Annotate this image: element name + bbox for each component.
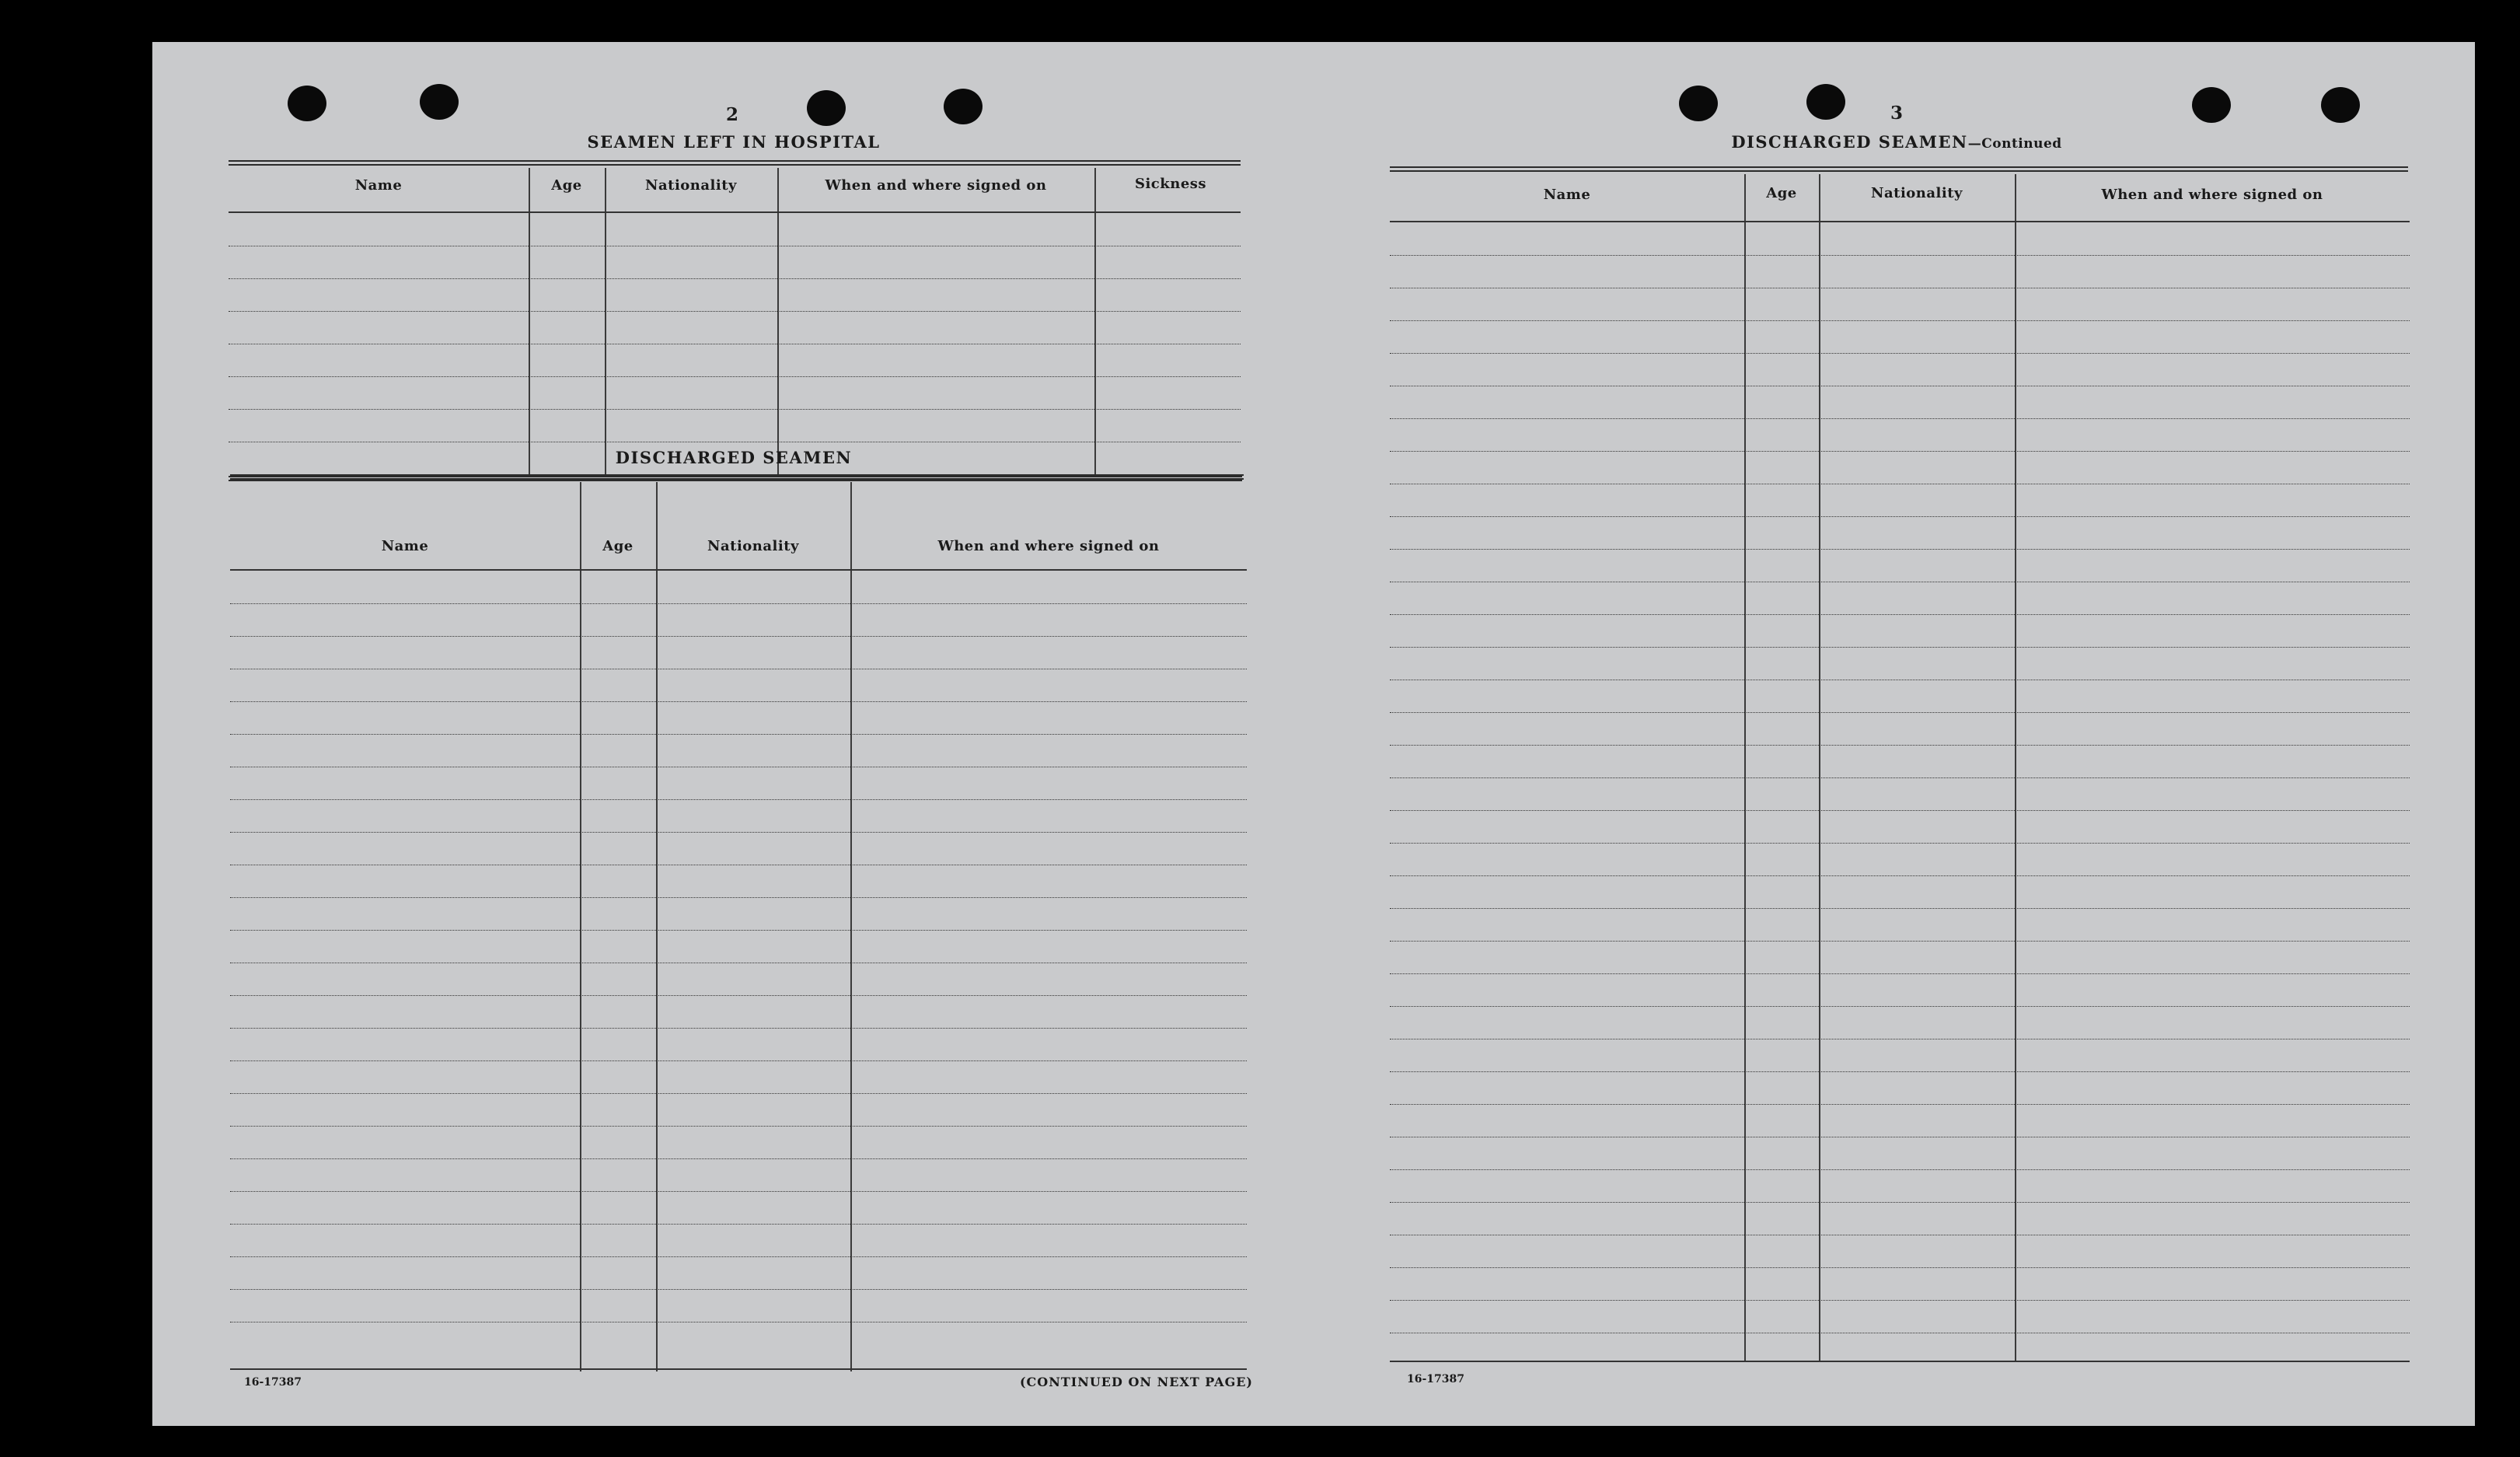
- table-row: [230, 1093, 1247, 1094]
- table-row: [230, 1028, 1247, 1029]
- header-rule: [230, 569, 1247, 571]
- table-row: [230, 1126, 1247, 1127]
- table-row: [230, 1224, 1247, 1225]
- table-row: [230, 1158, 1247, 1159]
- table-row: [229, 409, 1241, 410]
- col-header-sickness: Sickness: [1134, 176, 1207, 192]
- table-row: [1390, 810, 2410, 811]
- col-header-nationality: Nationality: [645, 177, 737, 194]
- table-row: [230, 636, 1247, 637]
- table-row: [230, 1191, 1247, 1192]
- table-row: [1390, 908, 2410, 909]
- table-row: [230, 1289, 1247, 1290]
- col-header-signed-on: When and where signed on: [2101, 187, 2323, 203]
- hospital-title-rule: [229, 160, 1241, 166]
- col-header-signed-on: When and where signed on: [825, 177, 1047, 194]
- table-row: [1390, 353, 2410, 354]
- table-row: [1390, 777, 2410, 778]
- table-row: [1390, 941, 2410, 942]
- table-row: [1390, 320, 2410, 321]
- col-header-age: Age: [602, 538, 633, 554]
- table-row: [1390, 1202, 2410, 1203]
- table-bottom-rule: [230, 1368, 1247, 1370]
- table-bottom-rule: [1390, 1361, 2410, 1362]
- right-form-number: 16-17387: [1407, 1373, 1464, 1385]
- col-header-name: Name: [354, 177, 403, 194]
- discharged-table-right: [1390, 174, 2410, 1362]
- table-row: [1390, 1071, 2410, 1072]
- table-row: [1390, 712, 2410, 713]
- ledger-sheet: [152, 42, 2475, 1426]
- table-row: [230, 897, 1247, 898]
- table-row: [230, 1060, 1247, 1061]
- table-row: [1390, 549, 2410, 550]
- table-row: [229, 311, 1241, 312]
- discharged-section-title: DISCHARGED SEAMEN: [615, 448, 853, 467]
- table-row: [1390, 418, 2410, 419]
- table-row: [230, 734, 1247, 735]
- table-row: [230, 799, 1247, 800]
- table-row: [1390, 1104, 2410, 1105]
- table-row: [229, 278, 1241, 279]
- col-header-age: Age: [1766, 185, 1797, 201]
- table-row: [1390, 255, 2410, 256]
- col-header-name: Name: [1543, 187, 1591, 203]
- table-row: [1390, 1169, 2410, 1170]
- table-row: [230, 1256, 1247, 1257]
- table-row: [1390, 973, 2410, 974]
- table-row: [1390, 647, 2410, 648]
- header-rule: [229, 211, 1241, 213]
- discharged-title-rule: [230, 474, 1244, 480]
- table-row: [1390, 875, 2410, 876]
- punch-hole: [944, 89, 983, 124]
- left-page-number: 2: [725, 104, 739, 125]
- punch-hole: [1679, 86, 1718, 121]
- table-row: [1390, 614, 2410, 615]
- right-title-rule: [1390, 166, 2408, 172]
- table-row: [1390, 843, 2410, 844]
- table-row: [230, 995, 1247, 996]
- col-header-nationality: Nationality: [707, 538, 799, 554]
- table-row: [1390, 451, 2410, 452]
- header-rule: [1390, 221, 2410, 222]
- hospital-table: [229, 168, 1241, 476]
- col-header-nationality: Nationality: [1871, 185, 1963, 201]
- table-row: [1390, 1006, 2410, 1007]
- col-header-signed-on: When and where signed on: [937, 538, 1160, 554]
- right-page-title: [1731, 132, 2061, 152]
- punch-hole: [2192, 87, 2231, 123]
- table-row: [1390, 745, 2410, 746]
- right-page-title-text: DISCHARGED SEAMEN: [1731, 132, 1968, 152]
- hospital-section-title: SEAMEN LEFT IN HOSPITAL: [587, 132, 881, 152]
- table-row: [230, 930, 1247, 931]
- continued-note: (CONTINUED ON NEXT PAGE): [1019, 1375, 1253, 1389]
- table-row: [230, 603, 1247, 604]
- table-row: [1390, 1300, 2410, 1301]
- table-row: [230, 832, 1247, 833]
- punch-hole: [420, 84, 459, 120]
- punch-hole: [2321, 87, 2360, 123]
- punch-hole: [288, 86, 326, 121]
- table-row: [229, 376, 1241, 377]
- col-header-name: Name: [381, 538, 429, 554]
- table-row: [1390, 1267, 2410, 1268]
- table-row: [230, 701, 1247, 702]
- punch-hole: [1806, 84, 1845, 120]
- right-page-number: 3: [1890, 103, 1904, 124]
- col-header-age: Age: [551, 177, 582, 194]
- right-page-title-suffix: —Continued: [1967, 136, 2062, 152]
- discharged-table-left: [230, 482, 1247, 1371]
- table-row: [1390, 516, 2410, 517]
- punch-hole: [807, 90, 846, 126]
- left-form-number: 16-17387: [244, 1376, 302, 1389]
